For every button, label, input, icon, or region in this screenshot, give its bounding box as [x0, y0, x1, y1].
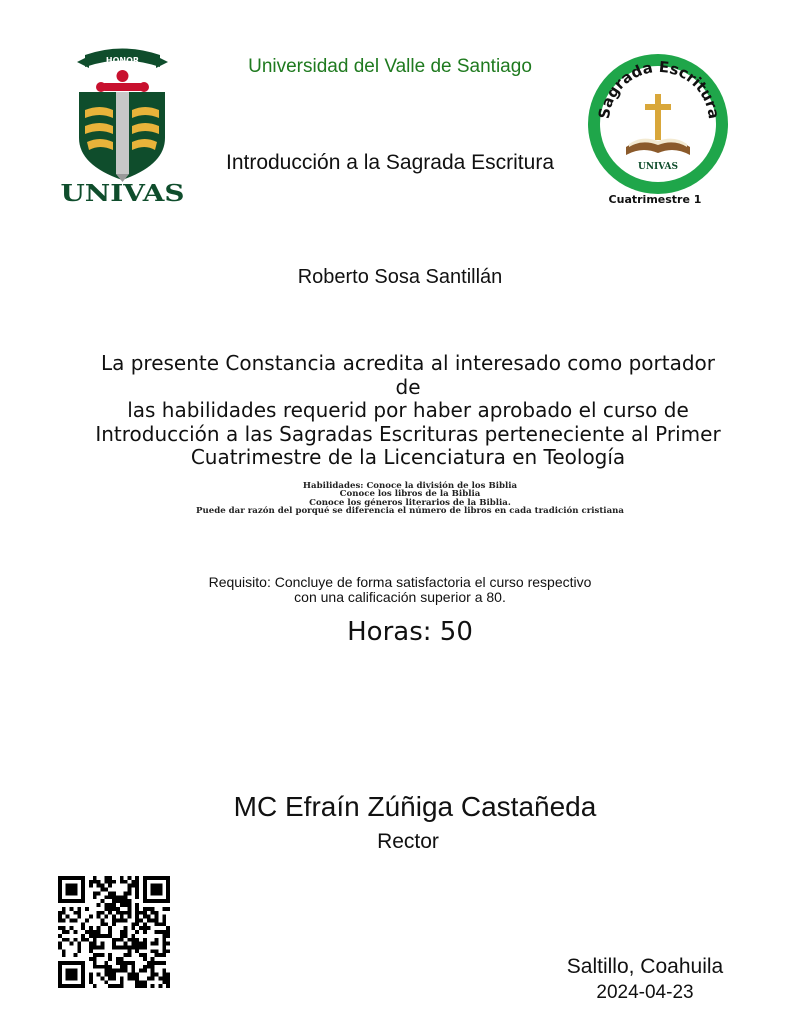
statement-line: Cuatrimestre de la Licenciatura en Teología: [190, 445, 626, 469]
skills-list: [160, 482, 660, 515]
statement-line: La presente Constancia acredita al interesado como portador de: [100, 351, 716, 399]
skills-line: Conoce los géneros literarios de la Biblia.: [309, 497, 511, 508]
statement-line: Introducción a las Sagradas Escrituras perteneciente al Primer: [95, 421, 721, 446]
statement-line: las habilidades requerid por haber aprobado el curso de: [127, 398, 689, 422]
signer-name: MC Efraín Zúñiga Castañeda: [233, 791, 597, 822]
university-name: Universidad del Valle de Santiago: [248, 56, 532, 77]
requirement-line: con una calificación superior a 80.: [294, 589, 506, 605]
seal-arc-text: Sagrada Escritura: [594, 57, 724, 121]
seal-brand: UNIVAS: [637, 162, 679, 172]
univas-logo: [55, 40, 190, 210]
requirement-line: Requisito: Concluye de forma satisfactoria el curso respectivo: [208, 574, 592, 590]
certificate-statement: [90, 352, 726, 470]
hours-label: Horas: 50: [347, 617, 473, 647]
recipient-name: Roberto Sosa Santillán: [297, 266, 503, 288]
signer-title: Rector: [377, 830, 439, 853]
semester-label: Cuatrimestre 1: [608, 193, 702, 206]
skills-line: Habilidades: Conoce la división de los Biblia: [302, 481, 518, 491]
skills-line: Puede dar razón del porqué se diferencia el número de libros en cada tradición cristiana: [196, 505, 624, 516]
issue-date: 2024-04-23: [596, 982, 694, 1003]
sagrada-escritura-seal: [586, 52, 730, 196]
issue-place: Saltillo, Coahuila: [566, 955, 724, 978]
skills-line: Conoce los libros de la Biblia: [339, 489, 481, 500]
logo-banner-text: HONOR: [105, 56, 140, 65]
logo-wordmark: UNIVAS: [60, 180, 185, 207]
course-title: Introducción a la Sagrada Escritura: [225, 151, 554, 174]
requirement-text: [150, 575, 650, 605]
qr-code-icon: [58, 876, 170, 988]
